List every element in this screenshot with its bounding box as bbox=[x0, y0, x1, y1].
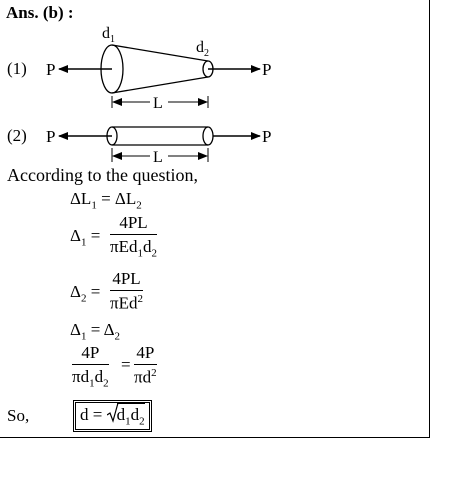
tapered-rod-diagram bbox=[40, 22, 330, 112]
answer-option: (b) : bbox=[42, 3, 74, 22]
fraction-delta2: 4PL πEd$^2$ bbox=[110, 269, 143, 313]
result-box bbox=[73, 400, 152, 432]
uniform-rod-diagram bbox=[40, 118, 330, 168]
sqrt-symbol: $d_1d_2$ bbox=[107, 406, 145, 427]
force-right-label: P bbox=[262, 60, 272, 79]
figure2-number: (2) bbox=[7, 126, 27, 145]
force-left-label: P bbox=[46, 60, 56, 79]
d1-label: $d_1$ bbox=[102, 25, 115, 45]
fraction-left: $\frac{4P}{\pi d_1d_2}$ bbox=[72, 343, 109, 390]
taper-bottom-edge bbox=[112, 77, 208, 93]
length-label-2: L bbox=[153, 149, 163, 166]
rod-right-face bbox=[203, 127, 213, 145]
equation-elongation-equal: $\Delta L_1 = \Delta L_2$ bbox=[70, 189, 142, 212]
answer-prefix: Ans. bbox=[6, 3, 39, 22]
figure1-number: (1) bbox=[7, 59, 27, 78]
answer-heading bbox=[6, 4, 74, 21]
length-label: L bbox=[153, 95, 163, 112]
force-right-label-2: P bbox=[262, 127, 272, 146]
according-text: According to the question, bbox=[7, 165, 198, 185]
equation-delta-equal: $\Delta_1 = \Delta_2$ bbox=[70, 320, 121, 343]
equals-sign: = bbox=[121, 355, 131, 374]
result-expression: d = $d_1d_2$ bbox=[75, 402, 150, 430]
force-left-label-2: P bbox=[46, 127, 56, 146]
fraction-delta1: 4PL $\pi Ed_1d_2$ bbox=[110, 213, 157, 260]
equation-delta1-lhs: $\Delta_1$ = bbox=[70, 226, 101, 249]
d2-label: $d_2$ bbox=[196, 39, 209, 59]
fraction-right: $\frac{4P}{\pi d^2}$ bbox=[134, 343, 157, 387]
equation-delta2-lhs: $\Delta_2$ = bbox=[70, 282, 101, 305]
so-text: So, bbox=[7, 406, 30, 425]
taper-top-edge bbox=[112, 45, 208, 61]
